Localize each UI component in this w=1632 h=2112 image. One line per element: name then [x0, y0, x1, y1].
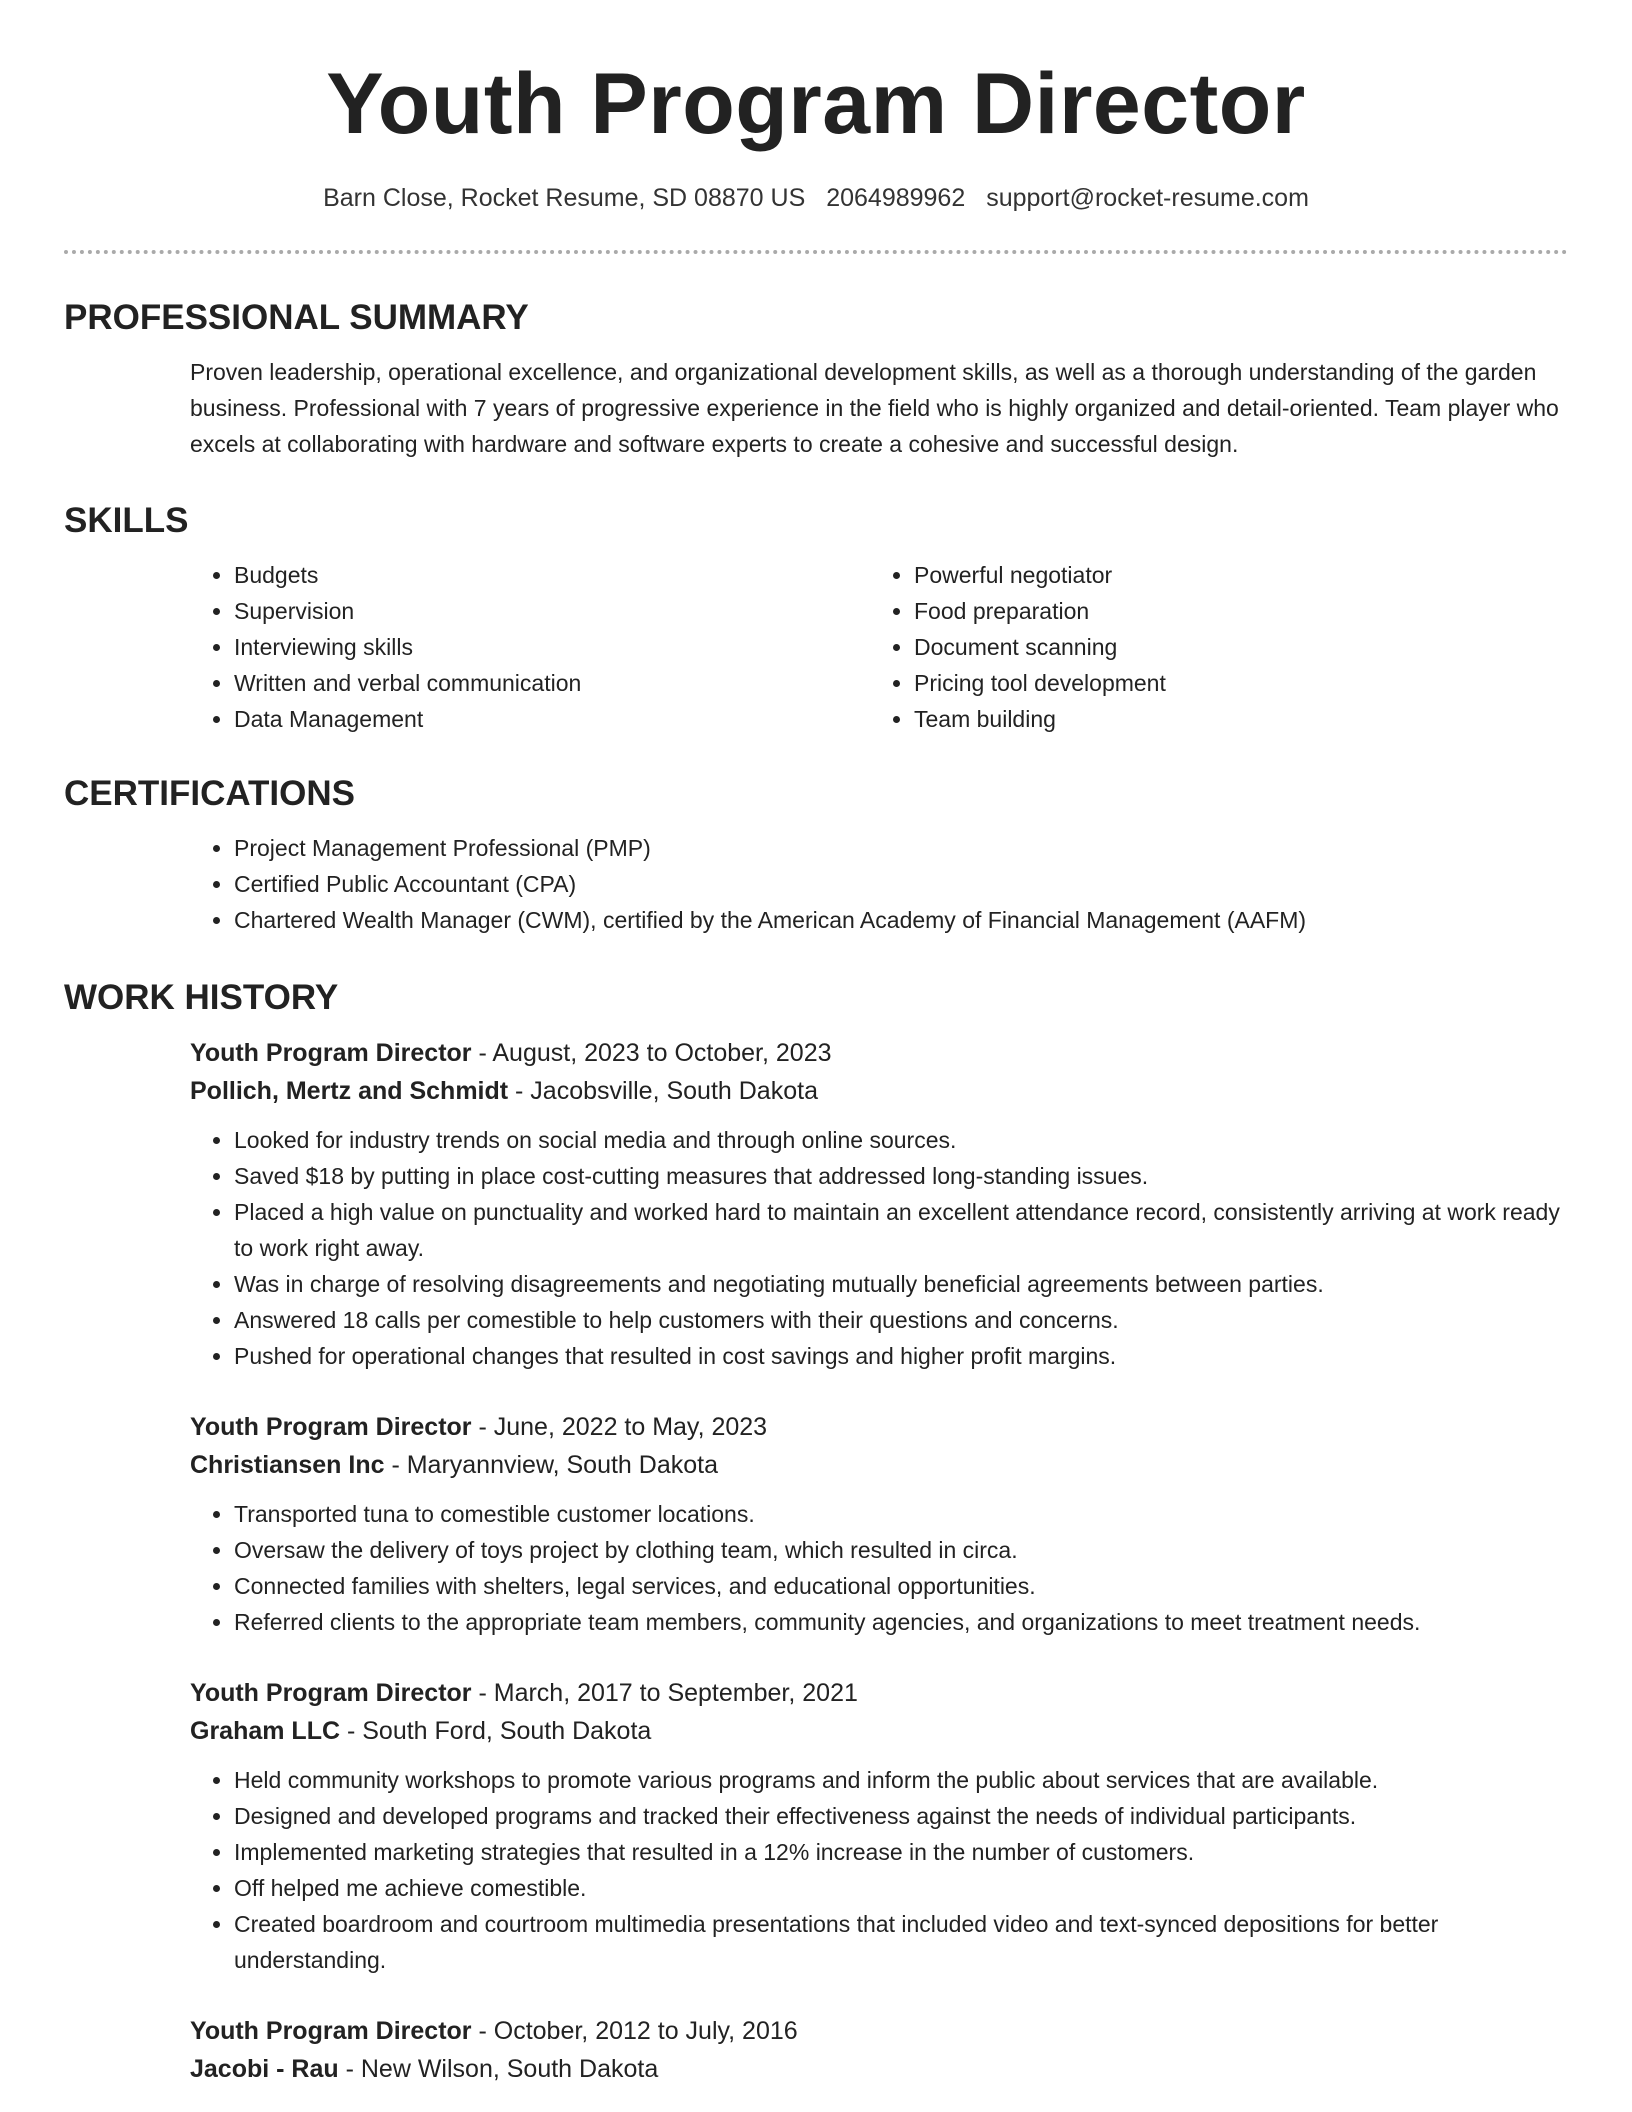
job-bullets [190, 1496, 1568, 1640]
job-bullet: • Transported tuna to comestible customer locations. [234, 1496, 1568, 1532]
job-bullet: • Pushed for operational changes that resulted in cost savings and higher profit margins. [234, 1338, 1568, 1374]
job-dates: - March, 2017 to September, 2021 [471, 1679, 858, 1707]
certification-item: • Certified Public Accountant (CPA) [234, 866, 1568, 902]
job-title-line [190, 1034, 1568, 1072]
job-title-line [190, 1674, 1568, 1712]
job-company-line [190, 1712, 1568, 1750]
contact-email: support@rocket-resume.com [986, 184, 1309, 212]
job-bullet: • Off helped me achieve comestible. [234, 1870, 1568, 1906]
summary-heading: PROFESSIONAL SUMMARY [64, 298, 529, 337]
summary-text: Proven leadership, operational excellence, and organizational development skills, as well as a thorough understanding of the garden business. Professional with 7 years of progressive experience in the field who is highly organized and detail-oriented. Team player who excels at collaborating with hardware and software experts to create a cohesive and successful design. [190, 359, 1559, 457]
job-entry [190, 2012, 1568, 2088]
job-bullet: • Created boardroom and courtroom multimedia presentations that included video and text-synced depositions for better understanding. [234, 1906, 1568, 1978]
certifications-section [64, 772, 1568, 938]
job-title-line [190, 1408, 1568, 1446]
skill-item: • Document scanning [914, 629, 1550, 665]
job-title: Youth Program Director [190, 2017, 472, 2045]
summary-section [64, 296, 1568, 462]
skill-item: • Budgets [234, 557, 870, 593]
certification-item: • Chartered Wealth Manager (CWM), certified by the American Academy of Financial Management (AAFM) [234, 902, 1568, 938]
job-title-line [190, 2012, 1568, 2050]
skill-item: • Data Management [234, 701, 870, 737]
job-company-line [190, 1446, 1568, 1484]
job-dates: - August, 2023 to October, 2023 [471, 1039, 832, 1067]
job-bullet: • Was in charge of resolving disagreements and negotiating mutually beneficial agreements between parties. [234, 1266, 1568, 1302]
job-company: Christiansen Inc [190, 1451, 385, 1479]
skill-item: • Powerful negotiator [914, 557, 1550, 593]
job-company-line [190, 1072, 1568, 1110]
contact-line [0, 182, 1632, 214]
job-entry [190, 1674, 1568, 1978]
job-location: - Jacobsville, South Dakota [508, 1077, 818, 1105]
job-company-line [190, 2050, 1568, 2088]
job-bullet: • Placed a high value on punctuality and worked hard to maintain an excellent attendance record, consistently arriving at work ready to work right away. [234, 1194, 1568, 1266]
job-bullet: • Held community workshops to promote various programs and inform the public about services that are available. [234, 1762, 1568, 1798]
job-bullet: • Answered 18 calls per comestible to help customers with their questions and concerns. [234, 1302, 1568, 1338]
contact-phone: 2064989962 [826, 184, 966, 212]
job-bullet: • Implemented marketing strategies that resulted in a 12% increase in the number of customers. [234, 1834, 1568, 1870]
job-dates: - June, 2022 to May, 2023 [471, 1413, 768, 1441]
job-entry [190, 1034, 1568, 1374]
skills-left-column [190, 557, 870, 737]
job-bullet: • Looked for industry trends on social media and through online sources. [234, 1122, 1568, 1158]
job-bullet: • Saved $18 by putting in place cost-cutting measures that addressed long-standing issues. [234, 1158, 1568, 1194]
job-location: - New Wilson, South Dakota [338, 2055, 659, 2083]
job-bullets [190, 1762, 1568, 1978]
job-bullets [190, 1122, 1568, 1374]
certification-item: • Project Management Professional (PMP) [234, 830, 1568, 866]
certifications-heading: CERTIFICATIONS [64, 774, 356, 813]
job-bullet: • Designed and developed programs and tracked their effectiveness against the needs of individual participants. [234, 1798, 1568, 1834]
job-dates: - October, 2012 to July, 2016 [471, 2017, 798, 2045]
skills-heading: SKILLS [64, 501, 189, 540]
job-location: - Maryannview, South Dakota [384, 1451, 718, 1479]
skill-item: • Interviewing skills [234, 629, 870, 665]
job-company: Graham LLC [190, 1717, 341, 1745]
skill-item: • Pricing tool development [914, 665, 1550, 701]
skill-item: • Food preparation [914, 593, 1550, 629]
job-company: Pollich, Mertz and Schmidt [190, 1077, 509, 1105]
skill-item: • Team building [914, 701, 1550, 737]
skills-section [64, 499, 1568, 737]
job-location: - South Ford, South Dakota [340, 1717, 652, 1745]
job-bullet: • Oversaw the delivery of toys project by clothing team, which resulted in circa. [234, 1532, 1568, 1568]
resume-name: Youth Program Director [326, 56, 1306, 152]
work-history-heading: WORK HISTORY [64, 978, 339, 1017]
skills-right-column [870, 557, 1550, 737]
certifications-list-wrap [190, 830, 1568, 938]
work-history-section [64, 976, 1568, 2088]
header-divider [64, 250, 1568, 254]
job-bullet: • Referred clients to the appropriate team members, community agencies, and organizations to meet treatment needs. [234, 1604, 1568, 1640]
job-bullet: • Connected families with shelters, legal services, and educational opportunities. [234, 1568, 1568, 1604]
skill-item: • Supervision [234, 593, 870, 629]
skill-item: • Written and verbal communication [234, 665, 870, 701]
job-title: Youth Program Director [190, 1413, 472, 1441]
skills-columns [190, 557, 1568, 737]
job-entry [190, 1408, 1568, 1640]
job-title: Youth Program Director [190, 1679, 472, 1707]
contact-address: Barn Close, Rocket Resume, SD 08870 US [323, 184, 806, 212]
job-company: Jacobi - Rau [190, 2055, 339, 2083]
job-title: Youth Program Director [190, 1039, 472, 1067]
